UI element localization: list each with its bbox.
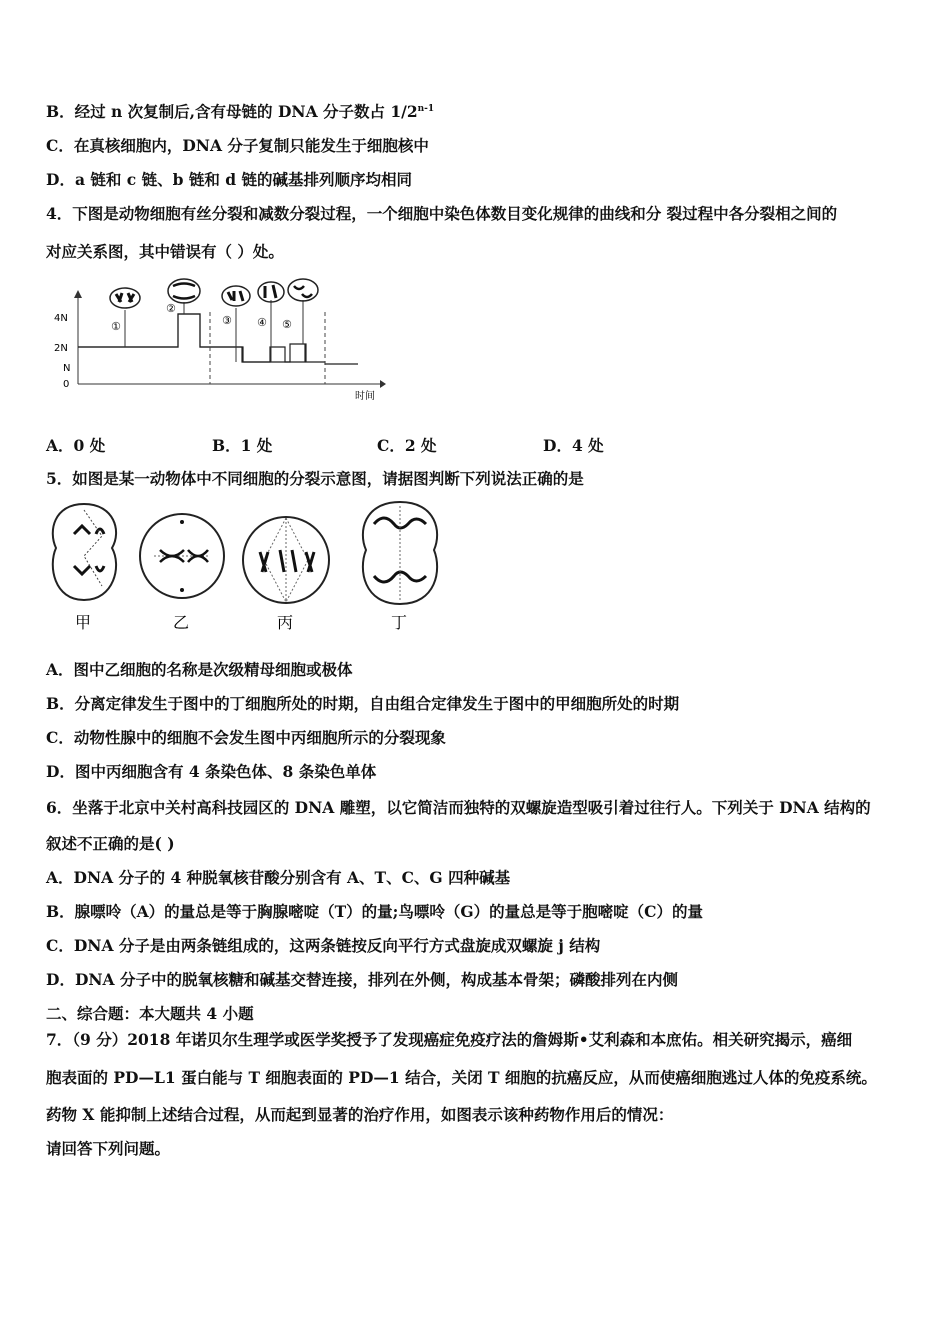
- q4-option-c: C．2 处: [377, 436, 437, 455]
- cell-icon-5: [288, 279, 318, 301]
- q4-option-d: D．4 处: [543, 436, 604, 455]
- q5-stem: 5．如图是某一动物体中不同细胞的分裂示意图，请据图判断下列说法正确的是: [46, 469, 584, 488]
- marker-4: ④: [257, 316, 267, 329]
- q7-line1: 7．（9 分）2018 年诺贝尔生理学或医学奖授予了发现癌症免疫疗法的詹姆斯•艾利森和本庶佑。相关研究揭示，癌细: [46, 1030, 853, 1049]
- q4-option-b: B．1 处: [212, 436, 273, 455]
- y-label-0: 0: [63, 379, 70, 390]
- q6-option-c: C．DNA 分子是由两条链组成的，这两条链按反向平行方式盘旋成双螺旋 j 结构: [46, 936, 601, 955]
- q7-line2: 胞表面的 PD—L1 蛋白能与 T 细胞表面的 PD—1 结合，关闭 T 细胞的抗癌反应，从而使癌细胞逃过人体的免疫系统。: [46, 1068, 877, 1087]
- y-label-4n: 4N: [54, 313, 68, 324]
- q3-option-d: D．a 链和 c 链、b 链和 d 链的碱基排列顺序均相同: [46, 170, 412, 189]
- q5-option-c: C．动物性腺中的细胞不会发生图中丙细胞所示的分裂现象: [46, 728, 446, 747]
- section2-title: 二、综合题：本大题共 4 小题: [46, 1004, 254, 1023]
- q7-line4: 请回答下列问题。: [46, 1139, 171, 1158]
- marker-1: ①: [111, 320, 121, 333]
- y-label-n: N: [63, 363, 71, 374]
- marker-3: ③: [222, 314, 232, 327]
- q5-option-a: A．图中乙细胞的名称是次级精母细胞或极体: [46, 660, 353, 679]
- label-yi: 乙: [173, 613, 190, 632]
- q4-option-a: A．0 处: [46, 436, 106, 455]
- y-label-2n: 2N: [54, 343, 68, 354]
- label-bing: 丙: [277, 613, 294, 632]
- cell-ding: [363, 502, 437, 604]
- q3-option-b-exponent: n-1: [417, 103, 435, 114]
- marker-5: ⑤: [282, 318, 292, 331]
- x-label-time: 时间: [355, 391, 375, 402]
- q6-stem-line2: 叙述不正确的是( ): [46, 834, 175, 853]
- q4-stem-line1: 4．下图是动物细胞有丝分裂和减数分裂过程，一个细胞中染色体数目变化规律的曲线和分 裂过程中各分裂相之间的: [46, 204, 838, 223]
- cell-icon-1: [110, 288, 140, 308]
- cell-icon-3: [222, 286, 250, 306]
- label-ding: 丁: [391, 613, 408, 632]
- q5-option-b: B．分离定律发生于图中的丁细胞所处的时期，自由组合定律发生于图中的甲细胞所处的时期: [46, 694, 680, 713]
- marker-2: ②: [166, 302, 176, 315]
- q5-option-d: D．图中丙细胞含有 4 条染色体、8 条染色单体: [46, 762, 377, 781]
- q3-option-b: [46, 101, 434, 123]
- cell-icon-4: [258, 282, 284, 302]
- q6-stem-line1: 6．坐落于北京中关村高科技园区的 DNA 雕塑，以它简洁而独特的双螺旋造型吸引着过往行人。下列关于 DNA 结构的: [46, 798, 871, 817]
- q7-line3: 药物 X 能抑制上述结合过程，从而起到显著的治疗作用，如图表示该种药物作用后的情况：: [46, 1105, 674, 1124]
- label-jia: 甲: [75, 613, 92, 632]
- q6-option-d: D．DNA 分子中的脱氧核糖和碱基交替连接，排列在外侧，构成基本骨架；磷酸排列在内侧: [46, 970, 678, 989]
- q6-option-b: B．腺嘌呤（A）的量总是等于胸腺嘧啶（T）的量;鸟嘌呤（G）的量总是等于胞嘧啶（C）的量: [46, 902, 703, 921]
- q4-chromosome-chart: [50, 272, 395, 402]
- q4-stem-line2: 对应关系图，其中错误有（ ）处。: [46, 242, 284, 261]
- q3-option-c: C．在真核细胞内，DNA 分子复制只能发生于细胞核中: [46, 136, 429, 155]
- q5-cell-division-figure: [44, 496, 444, 638]
- q6-option-a: A．DNA 分子的 4 种脱氧核苷酸分别含有 A、T、C、G 四种碱基: [46, 868, 511, 887]
- cell-jia: [53, 504, 116, 600]
- q3-option-b-text: B．经过 n 次复制后,含有母链的 DNA 分子数占 1/2: [46, 102, 418, 121]
